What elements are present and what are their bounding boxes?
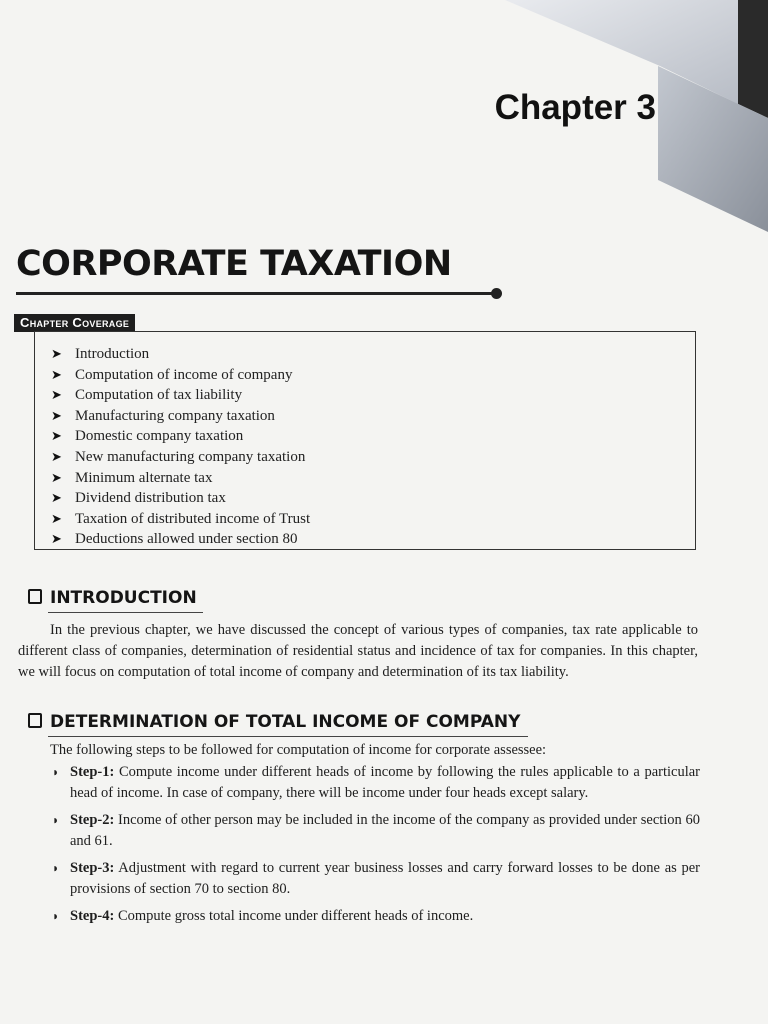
step-text: Compute income under different heads of income by following the rules applicable to a particular head of income. In case of company, there will be income under four heads except salary.	[70, 764, 700, 801]
coverage-item: New manufacturing company taxation	[75, 448, 306, 465]
coverage-item: Domestic company taxation	[75, 428, 244, 445]
coverage-item: Computation of tax liability	[75, 387, 243, 404]
chapter-coverage-heading: Chapter Coverage	[20, 315, 130, 330]
arrow-icon: ➤	[51, 428, 62, 444]
list-item	[51, 509, 695, 530]
determination-heading-rule	[48, 736, 528, 737]
step-item	[50, 810, 700, 852]
arrow-icon: ➤	[51, 346, 62, 361]
coverage-item: Manufacturing company taxation	[75, 407, 275, 424]
coverage-item: Deductions allowed under section 80	[75, 531, 298, 548]
step-item	[50, 858, 700, 900]
introduction-heading-rule	[48, 612, 203, 613]
list-item	[51, 447, 695, 468]
step-text: Adjustment with regard to current year business losses and carry forward losses to be done as per provisions of section 70 to section 80.	[70, 860, 700, 897]
arrow-icon: ➤	[51, 469, 62, 485]
step-text: Compute gross total income under different heads of income.	[117, 908, 474, 924]
list-item	[51, 385, 695, 406]
arrow-icon: ➤	[51, 448, 62, 464]
arrow-icon: ➤	[51, 407, 62, 423]
list-item	[51, 406, 695, 427]
coverage-item: Minimum alternate tax	[75, 469, 213, 486]
bullet-icon: ◗	[52, 765, 60, 779]
step-label: Step-1:	[70, 764, 115, 780]
list-item	[51, 529, 695, 550]
bullet-icon: ◗	[52, 813, 60, 827]
square-icon	[28, 713, 42, 728]
title-underline	[16, 292, 496, 295]
step-text: Income of other person may be included in the income of the company as provided under section 60 and 61.	[70, 812, 700, 849]
arrow-icon: ➤	[51, 510, 62, 526]
bullet-icon: ◗	[52, 861, 60, 875]
coverage-item: Introduction	[75, 346, 150, 362]
arrow-icon: ➤	[51, 531, 62, 547]
coverage-item: Taxation of distributed income of Trust	[75, 510, 311, 527]
arrow-icon: ➤	[51, 366, 62, 382]
introduction-heading-text: INTRODUCTION	[50, 588, 197, 608]
steps-list	[50, 762, 700, 933]
square-icon	[28, 589, 42, 604]
list-item	[51, 468, 695, 489]
chapter-title: CORPORATE TAXATION	[16, 244, 452, 284]
list-item	[51, 426, 695, 447]
list-item	[51, 344, 695, 365]
coverage-item: Computation of income of company	[75, 366, 293, 383]
introduction-text: In the previous chapter, we have discussed the concept of various types of companies, tax rate applicable to different class of companies, determination of residential status and incidence of tax for companies. In this chapter, we will focus on computation of total income of company and determination of its tax liability.	[18, 622, 698, 680]
chapter-number: Chapter 3	[494, 88, 656, 127]
step-item	[50, 762, 700, 804]
introduction-heading	[28, 588, 197, 608]
arrow-icon: ➤	[51, 387, 62, 403]
step-label: Step-3:	[70, 860, 115, 876]
chapter-coverage-label	[14, 314, 135, 332]
coverage-list	[35, 332, 695, 550]
chapter-coverage-box	[34, 331, 696, 550]
coverage-item: Dividend distribution tax	[75, 490, 226, 507]
determination-heading-text: DETERMINATION OF TOTAL INCOME OF COMPANY	[50, 712, 521, 732]
step-label: Step-2:	[70, 812, 115, 828]
determination-intro: The following steps to be followed for computation of income for corporate assessee:	[50, 742, 547, 758]
list-item	[51, 488, 695, 509]
step-item	[50, 906, 700, 927]
title-underline-dot	[491, 288, 502, 299]
list-item	[51, 365, 695, 386]
step-label: Step-4:	[70, 908, 115, 924]
determination-heading	[28, 712, 520, 732]
arrow-icon: ➤	[51, 490, 62, 506]
bullet-icon: ◗	[52, 909, 60, 923]
introduction-paragraph	[18, 620, 698, 683]
